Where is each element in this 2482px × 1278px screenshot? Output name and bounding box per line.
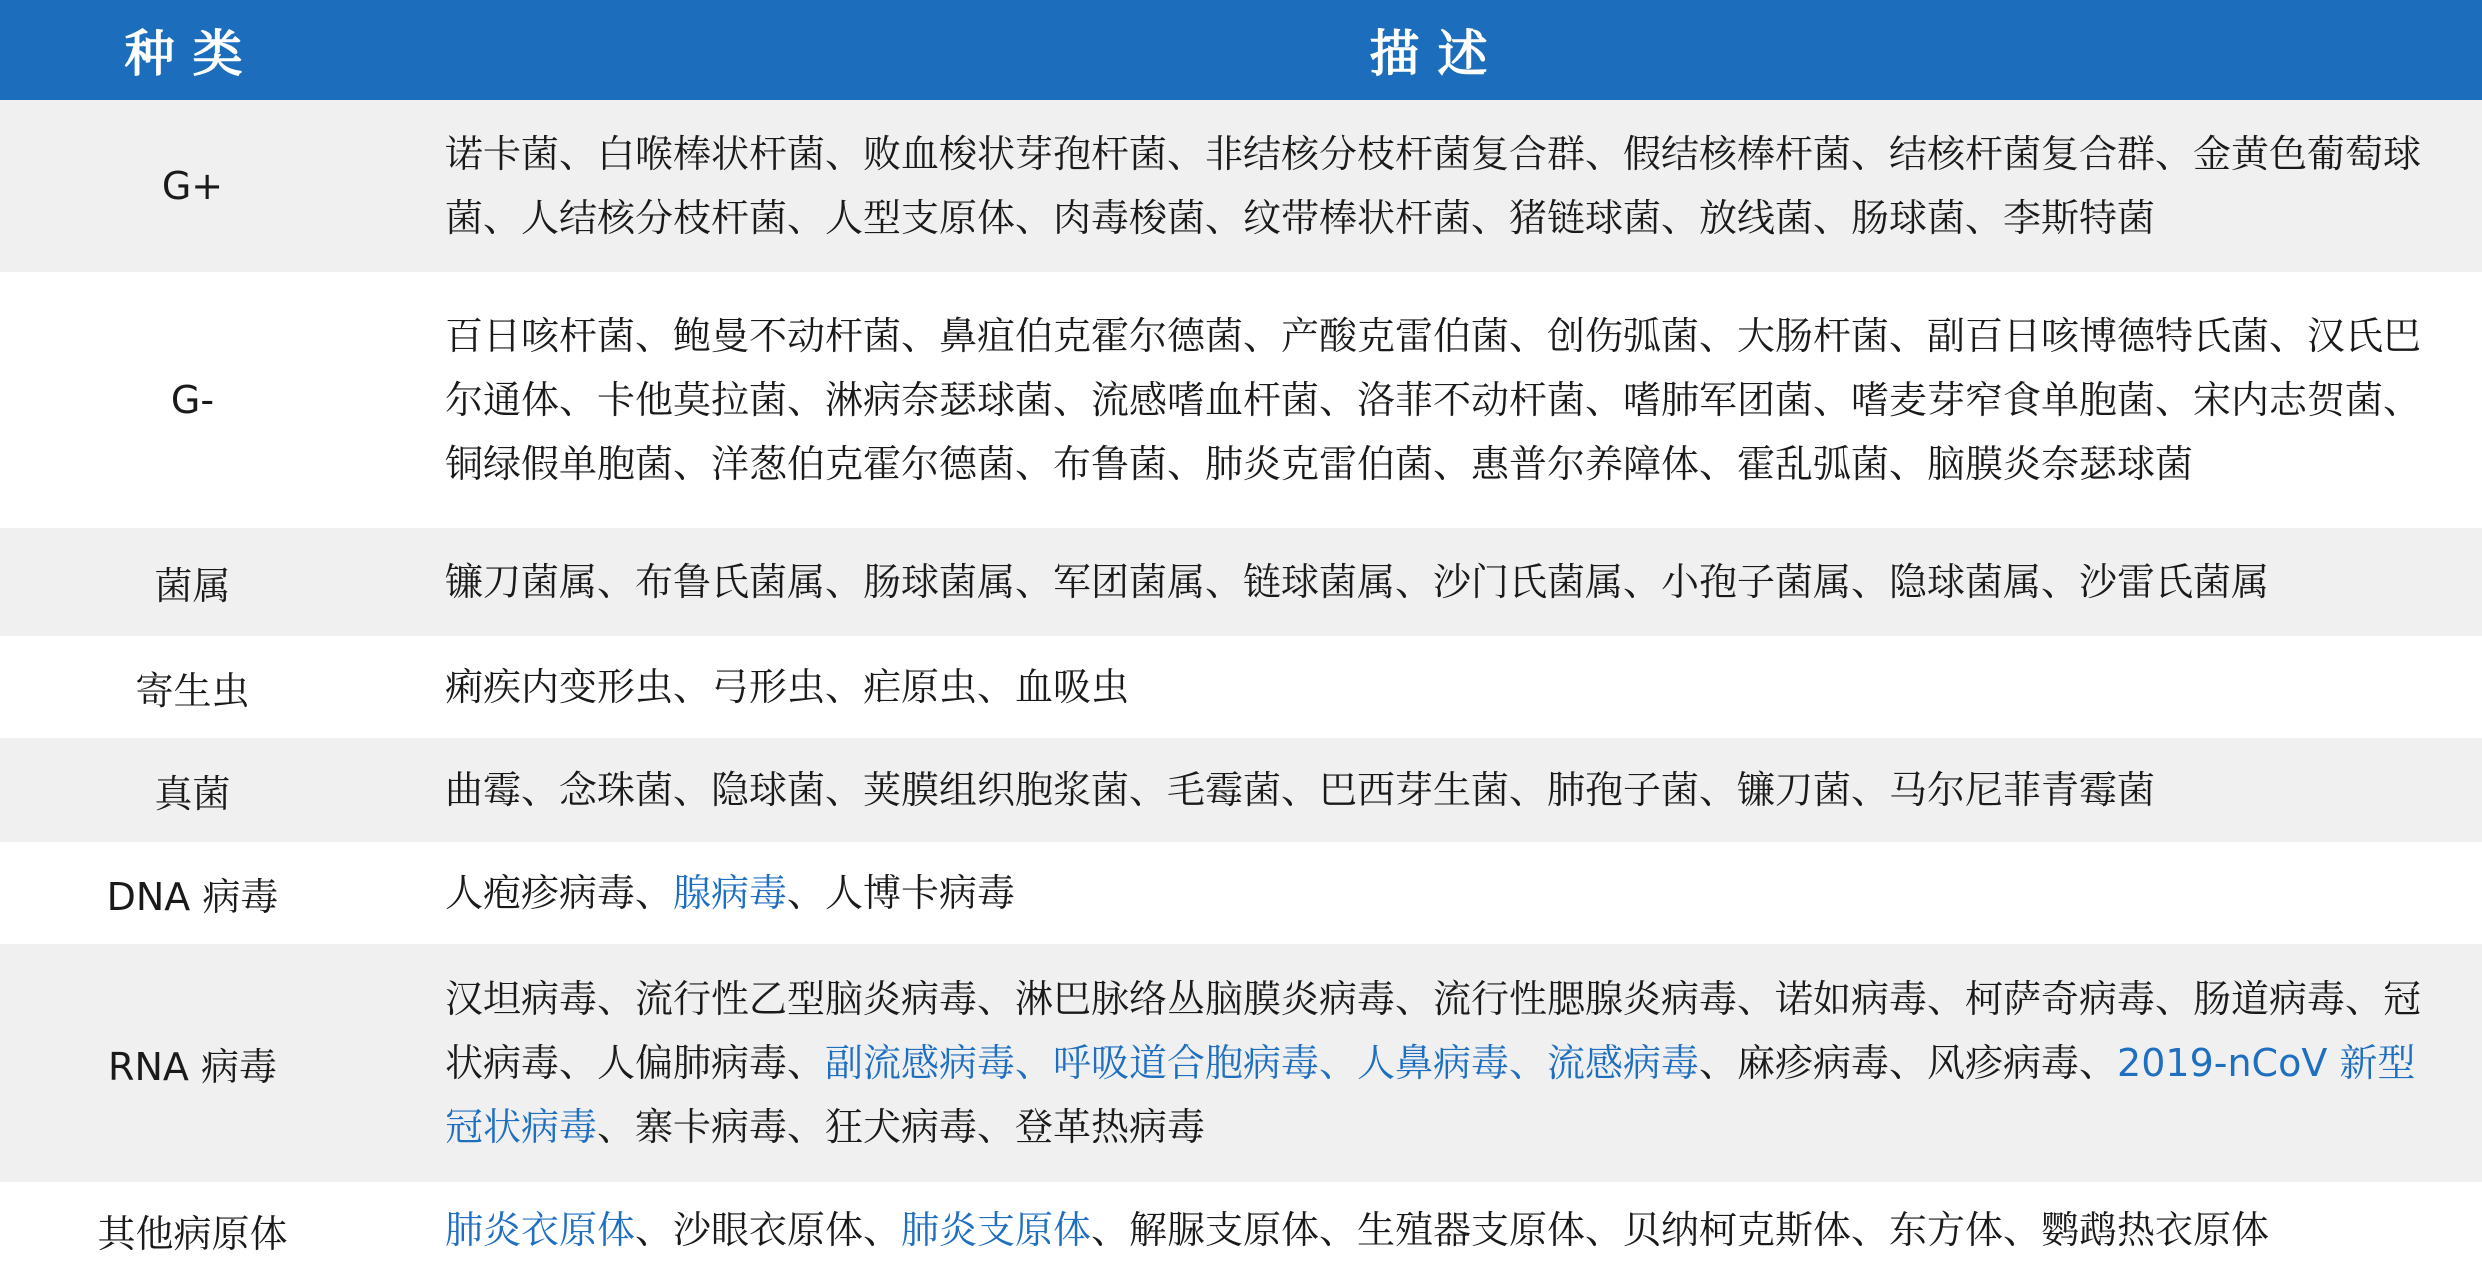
description-cell (385, 636, 2482, 738)
highlighted-pathogen: 肺炎支原体 (901, 1208, 1092, 1252)
category-cell: G- (0, 272, 385, 528)
table-row (0, 272, 2482, 528)
table-row (0, 842, 2482, 944)
description-text: 、寨卡病毒、狂犬病毒、登革热病毒 (597, 1105, 1206, 1149)
description-text: 、麻疹病毒、风疹病毒、 (1699, 1041, 2118, 1085)
table-row (0, 528, 2482, 636)
table-header (0, 0, 2482, 100)
category-cell: G+ (0, 100, 385, 272)
category-cell: 寄生虫 (0, 636, 385, 738)
description-cell (385, 528, 2482, 636)
highlighted-pathogen: 肺炎衣原体 (445, 1208, 636, 1252)
description-text: 、沙眼衣原体、 (635, 1208, 902, 1252)
description-cell (385, 944, 2482, 1182)
category-cell: DNA 病毒 (0, 842, 385, 944)
category-cell: 菌属 (0, 528, 385, 636)
category-cell: RNA 病毒 (0, 944, 385, 1182)
description-text: 人疱疹病毒、 (445, 871, 674, 915)
description-text: 诺卡菌、白喉棒状杆菌、败血梭状芽孢杆菌、非结核分枝杆菌复合群、假结核棒杆菌、结核杆菌复合群、金黄色葡萄球菌、人结核分枝杆菌、人型支原体、肉毒梭菌、纹带棒状杆菌、猪链球菌、放线菌、肠球菌、李斯特菌 (445, 132, 2422, 240)
table-row (0, 1182, 2482, 1278)
description-cell (385, 842, 2482, 944)
table-row (0, 100, 2482, 272)
highlighted-pathogen: 腺病毒 (673, 871, 788, 915)
description-cell (385, 272, 2482, 528)
category-cell: 真菌 (0, 738, 385, 842)
description-cell (385, 100, 2482, 272)
header-description: 描述 (385, 0, 2482, 100)
description-text: 痢疾内变形虫、弓形虫、疟原虫、血吸虫 (445, 665, 1130, 709)
highlighted-pathogen: 2019-nCoV 新型冠状病毒 (445, 1041, 2416, 1149)
description-text: 百日咳杆菌、鲍曼不动杆菌、鼻疽伯克霍尔德菌、产酸克雷伯菌、创伤弧菌、大肠杆菌、副百日咳博德特氏菌、汉氏巴尔通体、卡他莫拉菌、淋病奈瑟球菌、流感嗜血杆菌、洛菲不动杆菌、嗜肺军团菌、嗜麦芽窄食单胞菌、宋内志贺菌、铜绿假单胞菌、洋葱伯克霍尔德菌、布鲁菌、肺炎克雷伯菌、惠普尔养障体、霍乱弧菌、脑膜炎奈瑟球菌 (445, 314, 2422, 486)
description-text: 曲霉、念珠菌、隐球菌、荚膜组织胞浆菌、毛霉菌、巴西芽生菌、肺孢子菌、镰刀菌、马尔尼菲青霉菌 (445, 768, 2156, 812)
description-text: 镰刀菌属、布鲁氏菌属、肠球菌属、军团菌属、链球菌属、沙门氏菌属、小孢子菌属、隐球菌属、沙雷氏菌属 (445, 560, 2270, 604)
highlighted-pathogen: 副流感病毒、呼吸道合胞病毒、人鼻病毒、流感病毒 (825, 1041, 1700, 1085)
header-category: 种类 (0, 0, 385, 100)
description-text: 、解脲支原体、生殖器支原体、贝纳柯克斯体、东方体、鹦鹉热衣原体 (1091, 1208, 2270, 1252)
description-cell (385, 738, 2482, 842)
description-text: 、人博卡病毒 (787, 871, 1016, 915)
description-text: 汉坦病毒、流行性乙型脑炎病毒、淋巴脉络丛脑膜炎病毒、流行性腮腺炎病毒、诺如病毒、柯萨奇病毒、肠道病毒、冠状病毒、人偏肺病毒、 (445, 977, 2422, 1085)
table-row (0, 738, 2482, 842)
table-row (0, 944, 2482, 1182)
description-cell (385, 1182, 2482, 1278)
table-row (0, 636, 2482, 738)
category-cell: 其他病原体 (0, 1182, 385, 1278)
